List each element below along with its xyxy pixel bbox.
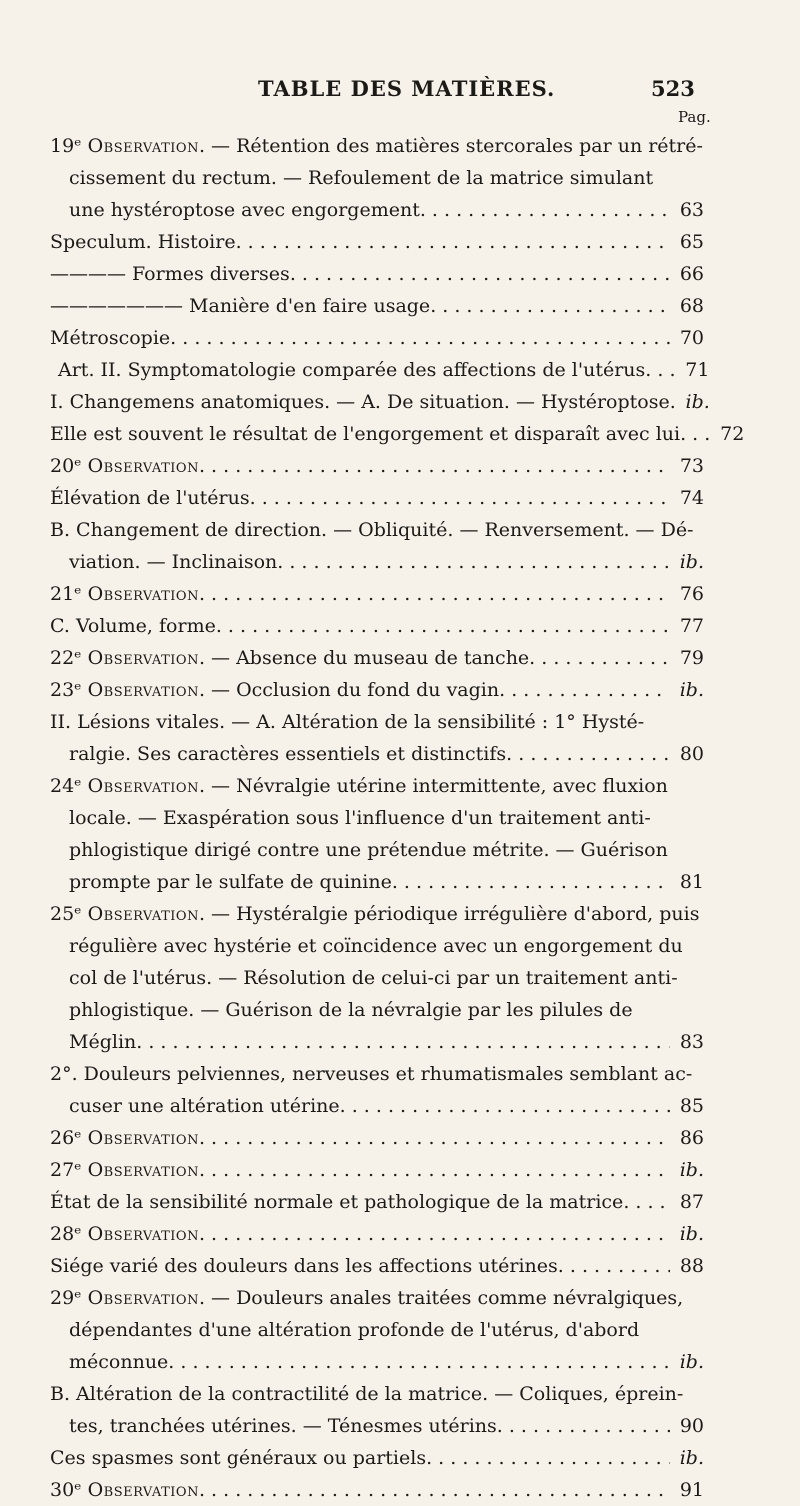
toc-text: I. Changemens anatomiques. — A. De situation. — Hystéroptose. <box>50 391 676 413</box>
toc-page-number: 79 <box>679 647 704 669</box>
toc-line <box>0 482 704 514</box>
toc-line <box>0 1410 704 1442</box>
toc-entry <box>0 514 800 578</box>
toc-page-number: 76 <box>679 583 704 605</box>
leader-dots <box>136 1026 670 1058</box>
toc-line <box>0 1154 704 1186</box>
toc-text: 30ᵉ Observation <box>50 1479 199 1501</box>
toc-page-number: 77 <box>679 615 704 637</box>
leader-dots <box>497 1410 670 1442</box>
toc-line <box>0 674 704 706</box>
toc-entry <box>0 482 800 514</box>
leader-dots <box>168 1346 670 1378</box>
toc-entry <box>0 450 800 482</box>
toc-line <box>0 706 704 738</box>
leader-dots <box>426 1442 670 1474</box>
toc-line <box>0 514 704 546</box>
toc-entry <box>0 322 800 354</box>
toc-text: méconnue <box>69 1351 169 1373</box>
toc-line <box>0 1474 704 1506</box>
toc-entry <box>0 418 800 450</box>
toc-text: 23ᵉ Observation. — Occlusion du fond du vagin <box>50 679 500 701</box>
toc-line <box>0 1026 704 1058</box>
toc-entry <box>0 770 800 898</box>
toc-line <box>0 354 710 386</box>
toc-line <box>0 386 710 418</box>
leader-dots <box>506 738 670 770</box>
leader-dots <box>290 258 670 290</box>
toc-line <box>0 290 704 322</box>
toc-line <box>0 738 704 770</box>
leader-dots <box>420 194 670 226</box>
leader-dots <box>236 226 670 258</box>
toc-line <box>0 994 704 1026</box>
toc-text: Speculum. Histoire <box>50 231 236 253</box>
toc-text: 24ᵉ Observation. — Névralgie utérine intermittente, avec fluxion <box>50 775 668 797</box>
leader-dots <box>340 1090 670 1122</box>
toc-line <box>0 1186 704 1218</box>
toc-text: régulière avec hystérie et coïncidence avec un engorgement du <box>69 935 683 957</box>
toc-line <box>0 1346 704 1378</box>
toc-page-number: 66 <box>679 263 704 285</box>
page-header <box>0 76 800 106</box>
leader-dots <box>199 450 670 482</box>
toc-line <box>0 130 704 162</box>
toc-page-number: 71 <box>685 359 710 381</box>
toc-text: État de la sensibilité normale et pathologique de la matrice <box>50 1191 624 1213</box>
toc-page-number: 65 <box>679 231 704 253</box>
toc-page-number: ib. <box>679 1223 704 1245</box>
toc-page-number: 83 <box>679 1031 704 1053</box>
toc-page-number: 81 <box>679 871 704 893</box>
toc-text: dépendantes d'une altération profonde de l'utérus, d'abord <box>69 1319 640 1341</box>
toc-line <box>0 450 704 482</box>
toc-line <box>0 322 704 354</box>
toc-page-number: ib. <box>679 1159 704 1181</box>
toc-entry <box>0 674 800 706</box>
toc-page-number: 74 <box>679 487 704 509</box>
toc-line <box>0 1122 704 1154</box>
toc-page-number: 63 <box>679 199 704 221</box>
leader-dots <box>216 610 670 642</box>
toc-page-number: ib. <box>679 1447 704 1469</box>
toc-text: prompte par le sulfate de quinine <box>69 871 392 893</box>
toc-text: locale. — Exaspération sous l'influence d'un traitement anti- <box>69 807 651 829</box>
toc-text: Siége varié des douleurs dans les affections utérines <box>50 1255 558 1277</box>
toc-text: B. Altération de la contractilité de la matrice. — Coliques, éprein- <box>50 1383 684 1405</box>
toc-line <box>0 194 704 226</box>
toc-text: 25ᵉ Observation. — Hystéralgie périodique irrégulière d'abord, puis <box>50 903 700 925</box>
toc-text: phlogistique dirigé contre une prétendue métrite. — Guérison <box>69 839 668 861</box>
toc-text: 26ᵉ Observation <box>50 1127 199 1149</box>
toc-line <box>0 834 704 866</box>
toc-page-number: 90 <box>679 1415 704 1437</box>
toc-text: Métroscopie <box>50 327 171 349</box>
toc-page-number: ib. <box>685 391 710 413</box>
toc-page-number: ib. <box>679 551 704 573</box>
toc-entry <box>0 1282 800 1378</box>
toc-entry <box>0 898 800 1058</box>
toc-page-number: 87 <box>679 1191 704 1213</box>
toc-text: une hystéroptose avec engorgement <box>69 199 420 221</box>
toc-text: col de l'utérus. — Résolution de celui-ci par un traitement anti- <box>69 967 678 989</box>
running-title: TABLE DES MATIÈRES. <box>258 76 556 101</box>
toc-entry <box>0 1378 800 1442</box>
toc-line <box>0 162 704 194</box>
toc-entry <box>0 1442 800 1474</box>
toc-line <box>0 578 704 610</box>
toc-line <box>0 802 704 834</box>
table-of-contents <box>0 130 800 1506</box>
toc-text: Ces spasmes sont généraux ou partiels <box>50 1447 427 1469</box>
toc-text: 20ᵉ Observation <box>50 455 199 477</box>
toc-text: 29ᵉ Observation. — Douleurs anales traitées comme névralgiques, <box>50 1287 684 1309</box>
toc-text: Art. II. Symptomatologie comparée des affections de l'utérus. . . <box>58 359 676 381</box>
toc-line <box>0 930 704 962</box>
leader-dots <box>250 482 670 514</box>
toc-text: Elle est souvent le résultat de l'engorgement et disparaît avec lui. . . <box>50 423 711 445</box>
toc-text: B. Changement de direction. — Obliquité. — Renversement. — Dé- <box>50 519 694 541</box>
toc-text: ———— Formes diverses <box>50 263 290 285</box>
toc-page-number: ib. <box>679 679 704 701</box>
toc-entry <box>0 1186 800 1218</box>
toc-line <box>0 1058 704 1090</box>
toc-text: cissement du rectum. — Refoulement de la matrice simulant <box>69 167 654 189</box>
toc-text: tes, tranchées utérines. — Ténesmes utérins <box>69 1415 497 1437</box>
toc-text: 28ᵉ Observation <box>50 1223 199 1245</box>
toc-text: ralgie. Ses caractères essentiels et distinctifs <box>69 743 507 765</box>
toc-page-number: 88 <box>679 1255 704 1277</box>
toc-text: C. Volume, forme <box>50 615 216 637</box>
leader-dots <box>623 1186 670 1218</box>
toc-page-number: 68 <box>679 295 704 317</box>
toc-entry <box>0 610 800 642</box>
toc-line <box>0 418 745 450</box>
toc-entry <box>0 1154 800 1186</box>
toc-page-number: 70 <box>679 327 704 349</box>
leader-dots <box>199 1154 670 1186</box>
toc-page-number: 72 <box>720 423 745 445</box>
toc-line <box>0 226 704 258</box>
toc-line <box>0 546 704 578</box>
toc-line <box>0 258 704 290</box>
leader-dots <box>430 290 670 322</box>
leader-dots <box>392 866 670 898</box>
toc-text: Méglin <box>69 1031 137 1053</box>
toc-entry <box>0 1122 800 1154</box>
page-column-label: Pag. <box>678 108 711 126</box>
toc-line <box>0 1314 704 1346</box>
toc-line <box>0 770 704 802</box>
toc-entry <box>0 642 800 674</box>
toc-line <box>0 642 704 674</box>
toc-text: ——————— Manière d'en faire usage <box>50 295 431 317</box>
leader-dots <box>199 1218 670 1250</box>
leader-dots <box>199 578 670 610</box>
toc-line <box>0 610 704 642</box>
leader-dots <box>499 674 670 706</box>
toc-entry <box>0 1058 800 1122</box>
toc-text: II. Lésions vitales. — A. Altération de la sensibilité : 1° Hysté- <box>50 711 645 733</box>
toc-text: 27ᵉ Observation <box>50 1159 199 1181</box>
toc-line <box>0 1442 704 1474</box>
toc-page-number: 80 <box>679 743 704 765</box>
toc-entry <box>0 1250 800 1282</box>
toc-text: 21ᵉ Observation <box>50 583 199 605</box>
toc-entry <box>0 578 800 610</box>
toc-entry <box>0 226 800 258</box>
toc-entry <box>0 290 800 322</box>
toc-entry <box>0 258 800 290</box>
toc-line <box>0 1218 704 1250</box>
leader-dots <box>199 1474 670 1506</box>
toc-text: cuser une altération utérine <box>69 1095 340 1117</box>
toc-line <box>0 1282 704 1314</box>
leader-dots <box>199 1122 670 1154</box>
toc-text: Élévation de l'utérus <box>50 487 250 509</box>
toc-page-number: 91 <box>679 1479 704 1501</box>
toc-entry <box>0 130 800 226</box>
toc-line <box>0 1250 704 1282</box>
toc-line <box>0 1378 704 1410</box>
toc-text: 19ᵉ Observation. — Rétention des matières stercorales par un rétré- <box>50 135 703 157</box>
toc-entry <box>0 1474 800 1506</box>
leader-dots <box>529 642 670 674</box>
toc-line <box>0 1090 704 1122</box>
toc-page-number: 73 <box>679 455 704 477</box>
toc-entry <box>0 1218 800 1250</box>
toc-entry <box>0 354 800 386</box>
toc-text: 2°. Douleurs pelviennes, nerveuses et rhumatismales semblant ac- <box>50 1063 693 1085</box>
leader-dots <box>277 546 670 578</box>
toc-page-number: 86 <box>679 1127 704 1149</box>
page-number: 523 <box>651 76 695 101</box>
toc-page-number: ib. <box>679 1351 704 1373</box>
leader-dots <box>558 1250 670 1282</box>
toc-page-number: 85 <box>679 1095 704 1117</box>
toc-text: viation. — Inclinaison <box>69 551 278 573</box>
toc-entry <box>0 706 800 770</box>
leader-dots <box>170 322 670 354</box>
toc-text: phlogistique. — Guérison de la névralgie par les pilules de <box>69 999 633 1021</box>
toc-line <box>0 866 704 898</box>
toc-line <box>0 898 704 930</box>
toc-entry <box>0 386 800 418</box>
toc-text: 22ᵉ Observation. — Absence du museau de tanche <box>50 647 530 669</box>
toc-line <box>0 962 704 994</box>
